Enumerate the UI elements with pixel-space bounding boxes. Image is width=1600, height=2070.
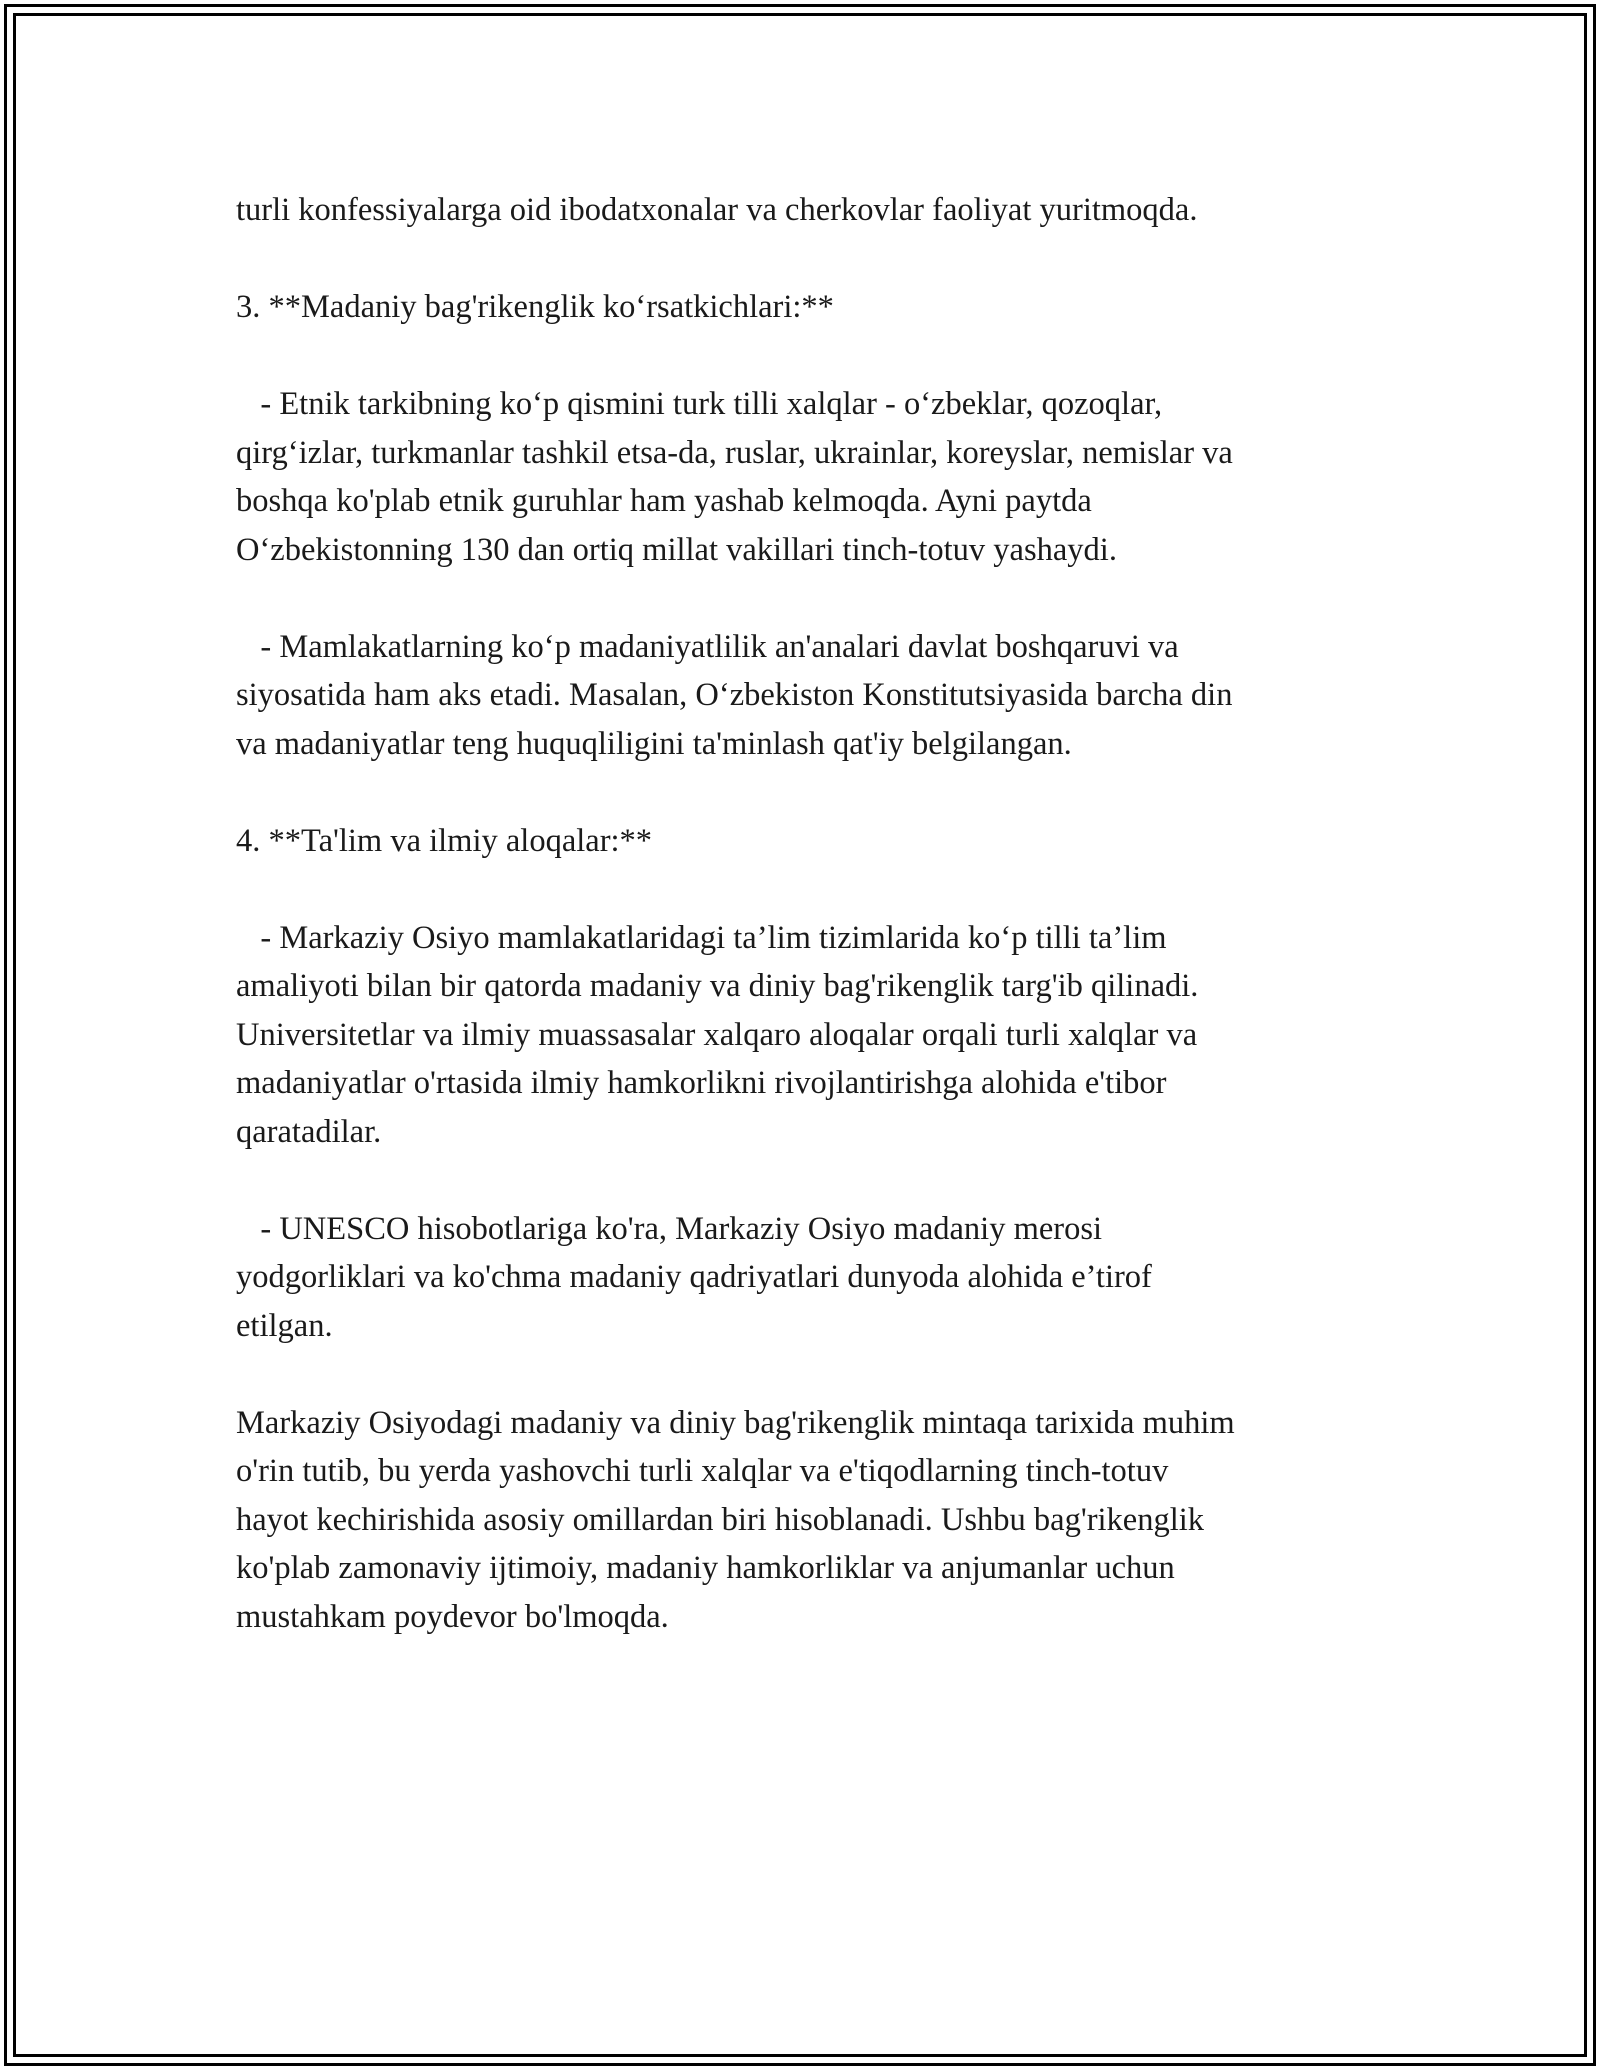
list-item-unesco: - UNESCO hisobotlariga ko'ra, Markaziy Osiyo madaniy merosi yodgorliklari va ko'chma madaniy qadriyatlari dunyoda alohida e’tirof etilgan. bbox=[236, 1210, 1152, 1344]
list-item-ethnic-composition: - Etnik tarkibning ko‘p qismini turk tilli xalqlar - o‘zbeklar, qozoqlar, qirg‘izlar, turkmanlar tashkil etsa-da, ruslar, ukrainlar, koreyslar, nemislar va boshqa ko'plab etnik guruhlar ham yashab kelmoqda. Ayni paytda O‘zbekistonning 130 dan ortiq millat vakillari tinch-totuv yashaydi. bbox=[236, 386, 1233, 568]
paragraph-intro-continuation: turli konfessiyalarga oid ibodatxonalar va cherkovlar faoliyat yuritmoqda. bbox=[236, 192, 1198, 228]
paragraph-conclusion: Markaziy Osiyodagi madaniy va diniy bag'rikenglik mintaqa tarixida muhim o'rin tutib, bu yerda yashovchi turli xalqlar va e'tiqodlarning tinch-totuv hayot kechirishida asosiy omillardan biri hisoblanadi. Ushbu bag'rikenglik ko'plab zamonaviy ijtimoiy, madaniy hamkorliklar va anjumanlar uchun mustahkam poydevor bo'lmoqda. bbox=[236, 1404, 1235, 1635]
list-item-multiculturalism: - Mamlakatlarning ko‘p madaniyatlilik an'analari davlat boshqaruvi va siyosatida ham aks etadi. Masalan, O‘zbekiston Konstitutsiyasida barcha din va madaniyatlar teng huquqliligini ta'minlash qat'iy belgilangan. bbox=[236, 628, 1233, 762]
section-heading-4: 4. **Ta'lim va ilmiy aloqalar:** bbox=[236, 822, 653, 859]
section-heading-3: 3. **Madaniy bag'rikenglik ko‘rsatkichlari:** bbox=[236, 289, 834, 325]
list-item-education: - Markaziy Osiyo mamlakatlaridagi ta’lim tizimlarida ko‘p tilli ta’lim amaliyoti bilan bir qatorda madaniy va diniy bag'rikenglik targ'ib qilinadi. Universitetlar va ilmiy muassasalar xalqaro aloqalar orqali turli xalqlar va madaniyatlar o'rtasida ilmiy hamkorlikni rivojlantirishga alohida e'tibor qaratadilar. bbox=[236, 919, 1199, 1150]
document-body bbox=[236, 186, 1396, 1690]
